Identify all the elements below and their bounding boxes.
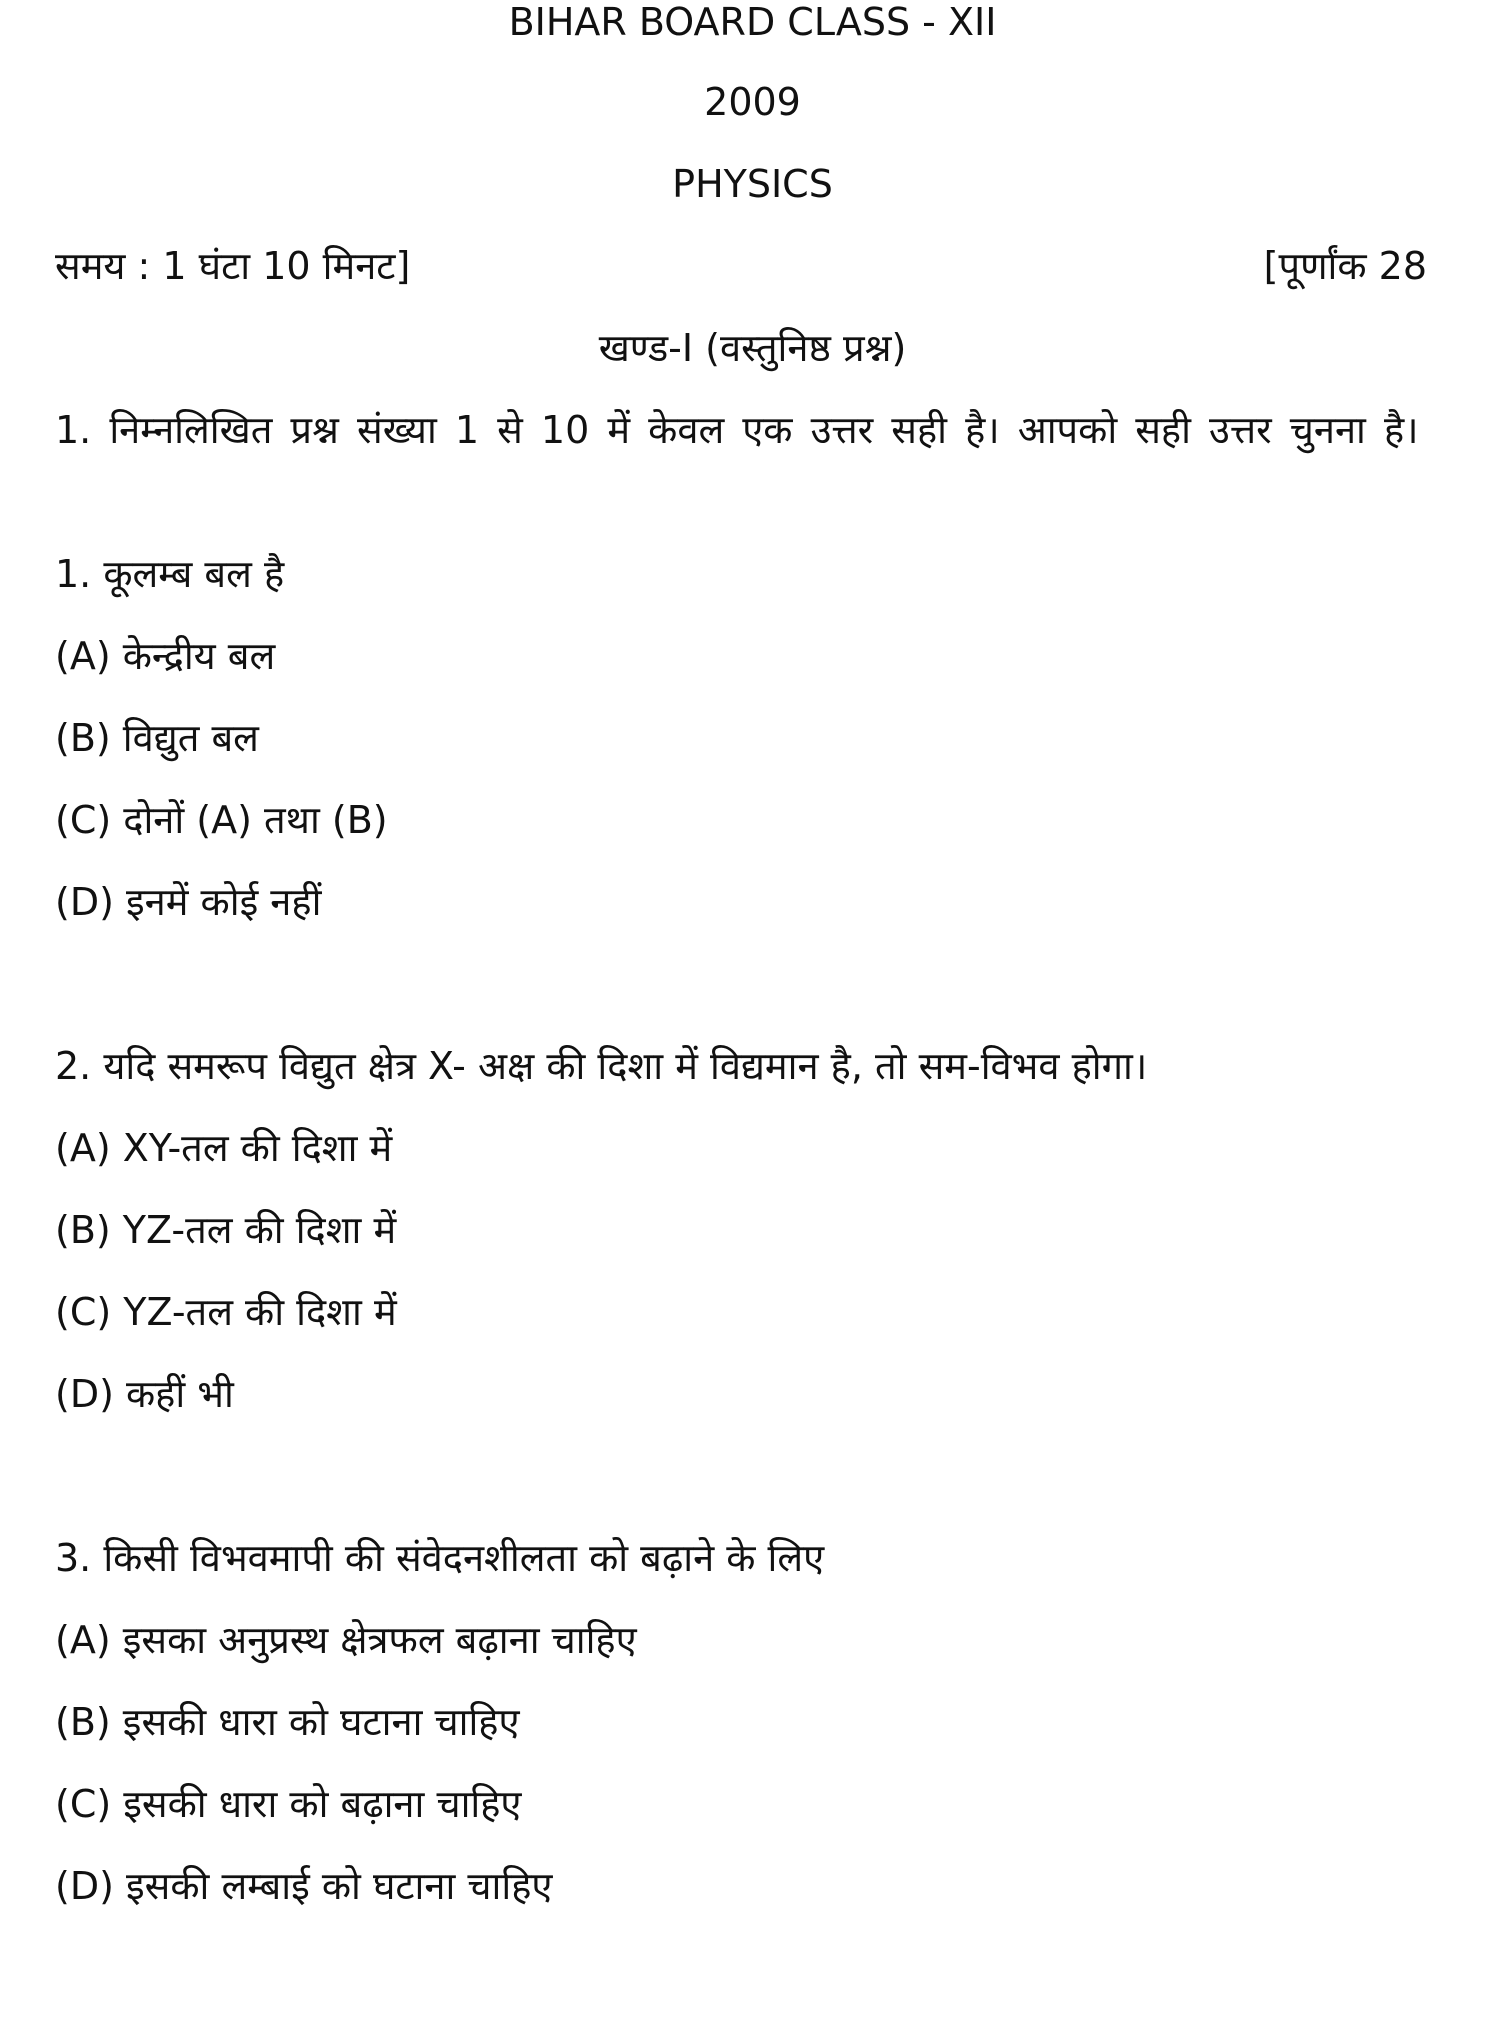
question-1-option-c: (C) दोनों (A) तथा (B) — [55, 798, 388, 842]
question-1: 1. कूलम्ब बल है — [55, 552, 285, 596]
question-2-option-d: (D) कहीं भी — [55, 1372, 234, 1416]
question-2: 2. यदि समरूप विद्युत क्षेत्र X- अक्ष की दिशा में विद्यमान है, तो सम-विभव होगा। — [55, 1044, 1148, 1088]
instruction-text: 1. निम्नलिखित प्रश्न संख्या 1 से 10 में केवल एक उत्तर सही है। आपको सही उत्तर चुनना है। — [55, 408, 1419, 452]
exam-year: 2009 — [704, 80, 801, 124]
full-marks: [पूर्णांक 28 — [1263, 244, 1427, 288]
question-2-option-c: (C) YZ-तल की दिशा में — [55, 1290, 397, 1334]
subject-title: PHYSICS — [672, 162, 833, 206]
question-3-option-b: (B) इसकी धारा को घटाना चाहिए — [55, 1700, 520, 1744]
question-3: 3. किसी विभवमापी की संवेदनशीलता को बढ़ाने के लिए — [55, 1536, 825, 1580]
question-3-option-d: (D) इसकी लम्बाई को घटाना चाहिए — [55, 1864, 553, 1908]
question-1-option-b: (B) विद्युत बल — [55, 716, 259, 760]
section-heading: खण्ड-I (वस्तुनिष्ठ प्रश्न) — [598, 326, 907, 370]
board-title: BIHAR BOARD CLASS - XII — [508, 0, 997, 44]
question-3-option-c: (C) इसकी धारा को बढ़ाना चाहिए — [55, 1782, 522, 1826]
question-2-option-a: (A) XY-तल की दिशा में — [55, 1126, 393, 1170]
question-2-option-b: (B) YZ-तल की दिशा में — [55, 1208, 397, 1252]
question-1-option-a: (A) केन्द्रीय बल — [55, 634, 276, 678]
question-3-option-a: (A) इसका अनुप्रस्थ क्षेत्रफल बढ़ाना चाहिए — [55, 1618, 637, 1662]
time-allowed: समय : 1 घंटा 10 मिनट] — [55, 244, 411, 288]
question-1-option-d: (D) इनमें कोई नहीं — [55, 880, 322, 924]
